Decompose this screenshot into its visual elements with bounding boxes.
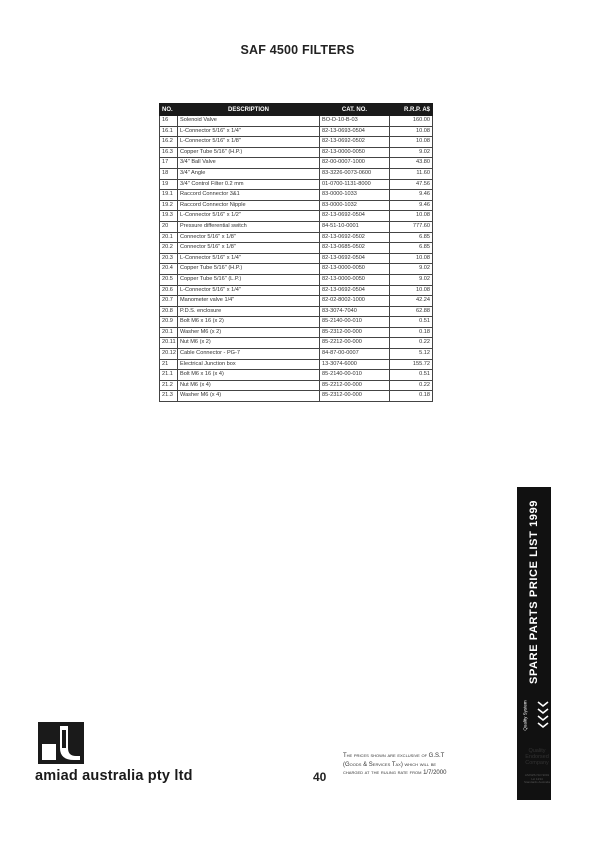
table-row xyxy=(160,221,433,232)
cell-cat-no: 85-2212-00-000 xyxy=(320,380,390,391)
cell-cat-no: 83-0000-1033 xyxy=(320,190,390,201)
cell-price: 0.51 xyxy=(390,317,433,328)
cell-cat-no: 82-00-0007-1000 xyxy=(320,158,390,169)
cell-cat-no: 85-2312-00-000 xyxy=(320,327,390,338)
cell-price: 10.08 xyxy=(390,211,433,222)
cell-description: Copper Tube 5/16" (H.P.) xyxy=(178,264,320,275)
cell-description: L-Connector 5/16" x 1/4" xyxy=(178,285,320,296)
table-row xyxy=(160,137,433,148)
cell-price: 9.02 xyxy=(390,147,433,158)
cell-no: 20.4 xyxy=(160,264,178,275)
cell-cat-no: 82-13-0000-0050 xyxy=(320,264,390,275)
cell-no: 19.2 xyxy=(160,200,178,211)
cell-description: Washer M6 (x 2) xyxy=(178,327,320,338)
cell-no: 19.1 xyxy=(160,190,178,201)
sidebar-title-text: SPARE PARTS PRICE LIST 1999 xyxy=(528,500,540,684)
cell-no: 19 xyxy=(160,179,178,190)
table-row xyxy=(160,232,433,243)
cell-description: L-Connector 5/16" x 1/8" xyxy=(178,137,320,148)
cell-cat-no: 82-13-0692-0504 xyxy=(320,253,390,264)
cell-no: 20.5 xyxy=(160,274,178,285)
fine-line-2: Lic 1234 xyxy=(531,776,543,781)
quality-system-text: Quality System xyxy=(522,699,528,731)
cell-price: 11.60 xyxy=(390,168,433,179)
cell-no: 20.12 xyxy=(160,349,178,360)
cell-cat-no: 85-2140-00-010 xyxy=(320,370,390,381)
cell-cat-no: 82-13-0693-0504 xyxy=(320,126,390,137)
fine-line-3: Standards Australia xyxy=(523,780,550,785)
cell-cat-no: BO-D-10-B-03 xyxy=(320,116,390,127)
table-row xyxy=(160,338,433,349)
cell-price: 777.60 xyxy=(390,221,433,232)
cell-cat-no: 85-2312-00-000 xyxy=(320,391,390,402)
cell-description: Copper Tube 5/16" (L.P.) xyxy=(178,274,320,285)
cell-price: 0.51 xyxy=(390,370,433,381)
cell-description: Manometer valve 1/4" xyxy=(178,296,320,307)
cell-cat-no: 83-3074-7040 xyxy=(320,306,390,317)
table-row xyxy=(160,190,433,201)
cell-description: L-Connector 5/16" x 1/2" xyxy=(178,211,320,222)
cell-no: 20.7 xyxy=(160,296,178,307)
cell-price: 47.56 xyxy=(390,179,433,190)
cell-price: 160.00 xyxy=(390,116,433,127)
qec-fine-print xyxy=(521,774,553,785)
table-header-row xyxy=(160,104,433,116)
quality-system-label xyxy=(517,700,533,730)
cell-no: 20.6 xyxy=(160,285,178,296)
cell-description: Raccord Connector Nipple xyxy=(178,200,320,211)
cell-description: Bolt M6 x 16 (x 2) xyxy=(178,317,320,328)
cell-no: 20.8 xyxy=(160,306,178,317)
cell-description: Connector 5/16" x 1/8" xyxy=(178,232,320,243)
cell-description: Raccord Connector 3&1 xyxy=(178,190,320,201)
table-row xyxy=(160,274,433,285)
table-row xyxy=(160,349,433,360)
amiad-logo-icon xyxy=(38,722,84,764)
table-row xyxy=(160,126,433,137)
table-row xyxy=(160,179,433,190)
header-price: R.R.P. A$ xyxy=(390,104,433,116)
cell-description: Connector 5/16" x 1/8" xyxy=(178,243,320,254)
cell-cat-no: 13-3074-6000 xyxy=(320,359,390,370)
cell-cat-no: 82-13-0692-0504 xyxy=(320,211,390,222)
cell-price: 0.18 xyxy=(390,391,433,402)
cell-no: 21 xyxy=(160,359,178,370)
page-title: SAF 4500 FILTERS xyxy=(240,43,355,57)
cell-price: 9.02 xyxy=(390,264,433,275)
cell-price: 10.08 xyxy=(390,253,433,264)
table-row xyxy=(160,211,433,222)
cell-description: Cable Connector - PG-7 xyxy=(178,349,320,360)
cell-price: 10.08 xyxy=(390,126,433,137)
cell-cat-no: 82-02-8002-1000 xyxy=(320,296,390,307)
cell-description: 3/4" Angle xyxy=(178,168,320,179)
table-row xyxy=(160,116,433,127)
cell-cat-no: 82-13-0000-0050 xyxy=(320,147,390,158)
qec-line-1: Quality xyxy=(528,748,546,754)
cell-description: Pressure differential switch xyxy=(178,221,320,232)
cell-price: 0.22 xyxy=(390,338,433,349)
cell-no: 20.3 xyxy=(160,253,178,264)
qec-line-2: Endorsed xyxy=(525,754,549,761)
cell-no: 20.11 xyxy=(160,338,178,349)
cell-price: 9.02 xyxy=(390,274,433,285)
table-row xyxy=(160,147,433,158)
header-no: NO. xyxy=(160,104,178,116)
table-row xyxy=(160,285,433,296)
cell-no: 20.1 xyxy=(160,232,178,243)
cell-description: P.D.S. enclosure xyxy=(178,306,320,317)
table-row xyxy=(160,306,433,317)
cell-cat-no: 82-13-0692-0502 xyxy=(320,137,390,148)
cell-cat-no: 84-51-10-0001 xyxy=(320,221,390,232)
cell-price: 0.22 xyxy=(390,380,433,391)
cell-no: 16 xyxy=(160,116,178,127)
page-number: 40 xyxy=(313,770,327,784)
header-cat-no: CAT. NO. xyxy=(320,104,390,116)
cell-price: 10.08 xyxy=(390,285,433,296)
cell-description: Copper Tube 5/16" (H.P.) xyxy=(178,147,320,158)
cell-price: 9.46 xyxy=(390,200,433,211)
table-row xyxy=(160,243,433,254)
table-row xyxy=(160,391,433,402)
fine-line-1: AS/NZS ISO 9001 xyxy=(524,773,550,777)
cell-price: 0.18 xyxy=(390,327,433,338)
cell-price: 42.24 xyxy=(390,296,433,307)
cell-cat-no: 82-13-0685-0502 xyxy=(320,243,390,254)
table-row xyxy=(160,168,433,179)
cell-no: 20.2 xyxy=(160,243,178,254)
table-row xyxy=(160,380,433,391)
cell-price: 43.80 xyxy=(390,158,433,169)
sidebar-title xyxy=(517,487,551,697)
cell-description: L-Connector 5/16" x 1/4" xyxy=(178,253,320,264)
table-body xyxy=(160,116,433,402)
cell-description: Nut M6 (x 2) xyxy=(178,338,320,349)
cell-no: 21.2 xyxy=(160,380,178,391)
cell-description: Electrical Junction box xyxy=(178,359,320,370)
cell-price: 62.88 xyxy=(390,306,433,317)
company-name: amiad australia pty ltd xyxy=(35,768,193,784)
cell-no: 18 xyxy=(160,168,178,179)
cell-description: Solenoid Valve xyxy=(178,116,320,127)
gst-footnote xyxy=(343,752,523,778)
cell-price: 10.08 xyxy=(390,137,433,148)
cell-cat-no: 85-2212-00-000 xyxy=(320,338,390,349)
cell-no: 21.1 xyxy=(160,370,178,381)
cell-description: 3/4" Ball Valve xyxy=(178,158,320,169)
qec-line-3: Company xyxy=(525,760,549,767)
cell-cat-no: 82-13-0692-0504 xyxy=(320,285,390,296)
quality-endorsed-company xyxy=(522,748,552,766)
table-row xyxy=(160,253,433,264)
cell-cat-no: 01-0700-1131-8000 xyxy=(320,179,390,190)
cell-no: 21.3 xyxy=(160,391,178,402)
table-row xyxy=(160,158,433,169)
cell-no: 20 xyxy=(160,221,178,232)
cell-cat-no: 84-87-00-0007 xyxy=(320,349,390,360)
cell-no: 19.3 xyxy=(160,211,178,222)
cell-no: 16.3 xyxy=(160,147,178,158)
spare-parts-table xyxy=(159,103,433,402)
table-row xyxy=(160,370,433,381)
cell-price: 6.85 xyxy=(390,232,433,243)
cell-price: 5.12 xyxy=(390,349,433,360)
cell-price: 6.85 xyxy=(390,243,433,254)
cell-no: 17 xyxy=(160,158,178,169)
table-row xyxy=(160,264,433,275)
table-row xyxy=(160,296,433,307)
footnote-line-2: (Goods & Services Tax) which will be xyxy=(343,761,437,768)
cell-no: 16.1 xyxy=(160,126,178,137)
cell-description: L-Connector 5/16" x 1/4" xyxy=(178,126,320,137)
cell-cat-no: 85-2140-00-010 xyxy=(320,317,390,328)
cell-no: 16.2 xyxy=(160,137,178,148)
cell-price: 155.72 xyxy=(390,359,433,370)
table-row xyxy=(160,359,433,370)
cell-price: 9.46 xyxy=(390,190,433,201)
quality-chevron-icon xyxy=(536,700,550,734)
footnote-line-1: The prices shown are exclusive of G.S.T xyxy=(343,753,445,759)
cell-cat-no: 82-13-0000-0050 xyxy=(320,274,390,285)
footnote-line-3: charged at the ruling rate from 1/7/2000 xyxy=(343,770,447,777)
cell-description: Washer M6 (x 4) xyxy=(178,391,320,402)
cell-no: 20.1 xyxy=(160,327,178,338)
cell-description: Nut M6 (x 4) xyxy=(178,380,320,391)
table-row xyxy=(160,317,433,328)
cell-cat-no: 83-3226-0073-0600 xyxy=(320,168,390,179)
table-row xyxy=(160,200,433,211)
cell-cat-no: 83-0000-1032 xyxy=(320,200,390,211)
header-description: DESCRIPTION xyxy=(178,104,320,116)
cell-cat-no: 82-13-0692-0502 xyxy=(320,232,390,243)
table-row xyxy=(160,327,433,338)
cell-description: 3/4" Control Filter 0.2 mm xyxy=(178,179,320,190)
cell-description: Bolt M6 x 16 (x 4) xyxy=(178,370,320,381)
cell-no: 20.9 xyxy=(160,317,178,328)
